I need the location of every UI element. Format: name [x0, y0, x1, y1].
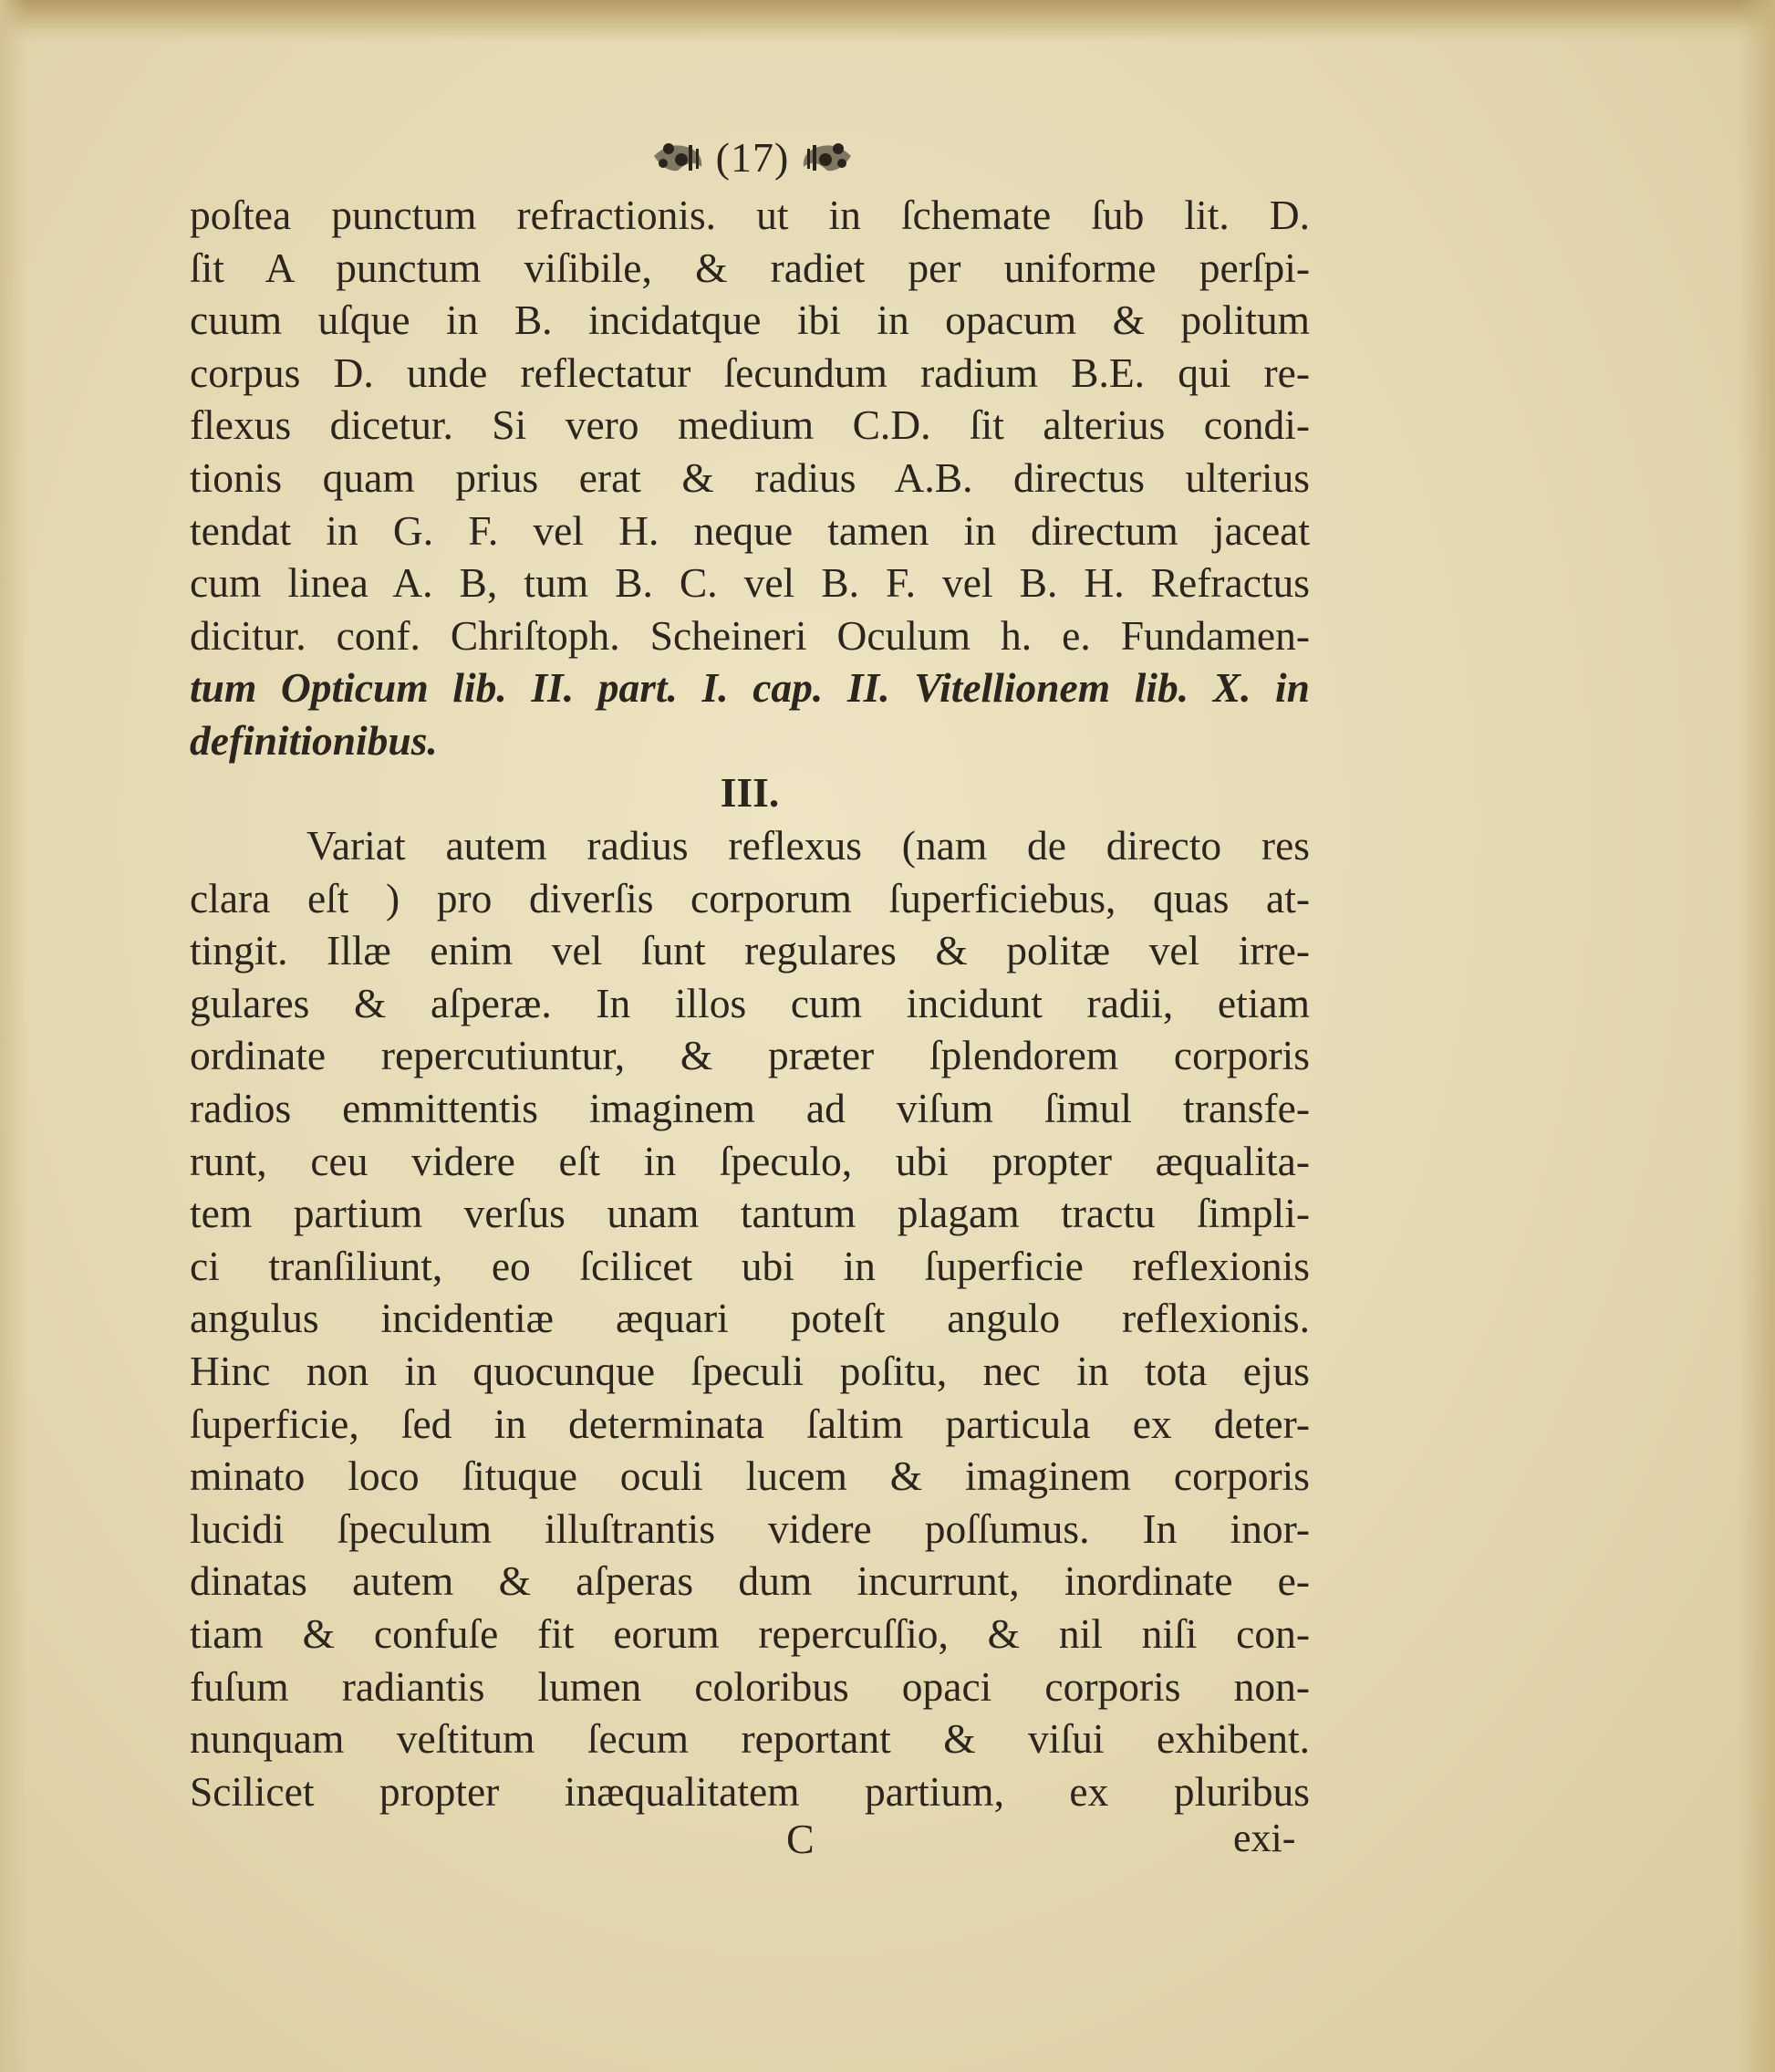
text-line: tem partium verſus unam tantum plagam tractu ſimpli-	[190, 1190, 1310, 1237]
text-line: dicitur. conf. Chriſtoph. Scheineri Oculum h. e. Fundamen-	[190, 611, 1310, 659]
text-line: lucidi ſpeculum illuſtrantis videre poſſumus. In inor-	[190, 1505, 1310, 1552]
text-line-italic: definitionibus.	[190, 716, 438, 764]
text-line: Scilicet propter inæqualitatem partium, ex pluribus	[190, 1767, 1310, 1815]
text-line: angulus incidentiæ æquari poteſt angulo reflexionis.	[190, 1295, 1310, 1342]
text-line: ſit A punctum viſibile, & radiet per uniforme perſpi-	[190, 244, 1310, 291]
text-line: nunquam veſtitum ſecum reportant & viſui exhibent.	[190, 1715, 1310, 1763]
text-line: tiam & confuſe fit eorum repercuſſio, & nil niſi con-	[190, 1609, 1310, 1657]
text-line: ci tranſiliunt, eo ſcilicet ubi in ſuperficie reflexionis	[190, 1242, 1310, 1289]
right-fleuron-icon	[798, 136, 855, 178]
text-line: corpus D. unde reflectatur ſecundum radium B.E. qui re-	[190, 349, 1310, 396]
section-heading: III.	[720, 769, 780, 816]
paragraph-1	[190, 189, 1310, 767]
text-line: fuſum radiantis lumen coloribus opaci corporis non-	[190, 1662, 1310, 1710]
text-line: tionis quam prius erat & radius A.B. directus ulterius	[190, 453, 1310, 501]
text-line-italic: tum Opticum lib. II. part. I. cap. II. Vitellionem lib. X. in	[190, 664, 1310, 712]
text-line: cuum uſque in B. incidatque ibi in opacum & politum	[190, 297, 1310, 344]
page-number: (17)	[715, 133, 790, 181]
text-line: ſuperficie, ſed in determinata ſaltim particula ex deter-	[190, 1400, 1310, 1447]
page-edge-left	[0, 0, 27, 2072]
page-header	[629, 130, 876, 184]
text-line: poſtea punctum refractionis. ut in ſchemate ſub lit. D.	[190, 192, 1310, 238]
text-line: runt, ceu videre eſt in ſpeculo, ubi propter æqualita-	[190, 1137, 1310, 1184]
text-line: Variat autem radius reflexus (nam de directo res	[306, 822, 1310, 869]
text-line: tingit. Illæ enim vel ſunt regulares & politæ vel irre-	[190, 927, 1310, 974]
text-line: ordinate repercutiuntur, & præter ſplendorem corporis	[190, 1032, 1310, 1079]
text-line: cum linea A. B, tum B. C. vel B. F. vel B. H. Refractus	[190, 559, 1310, 607]
text-line: dinatas autem & aſperas dum incurrunt, inordinate e-	[190, 1557, 1310, 1605]
catchword: exi-	[1233, 1816, 1296, 1860]
text-line: clara eſt ) pro diverſis corporum ſuperficiebus, quas at-	[190, 874, 1310, 921]
paragraph-2	[190, 819, 1310, 1817]
text-line: Hinc non in quocunque ſpeculi poſitu, nec in tota ejus	[190, 1347, 1310, 1394]
text-line: tendat in G. F. vel H. neque tamen in directum jaceat	[190, 506, 1310, 554]
text-line: flexus dicetur. Si vero medium C.D. ſit alterius condi-	[190, 401, 1310, 449]
signature-mark: C	[786, 1816, 815, 1862]
text-line: minato loco ſituque oculi lucem & imaginem corporis	[190, 1452, 1310, 1500]
text-line: gulares & aſperæ. In illos cum incidunt radii, etiam	[190, 979, 1310, 1026]
text-line: radios emmittentis imaginem ad viſum ſimul transfe-	[190, 1084, 1310, 1131]
page-edge-top	[0, 0, 1775, 42]
left-fleuron-icon	[650, 136, 707, 178]
page-edge-right	[1739, 0, 1775, 2072]
